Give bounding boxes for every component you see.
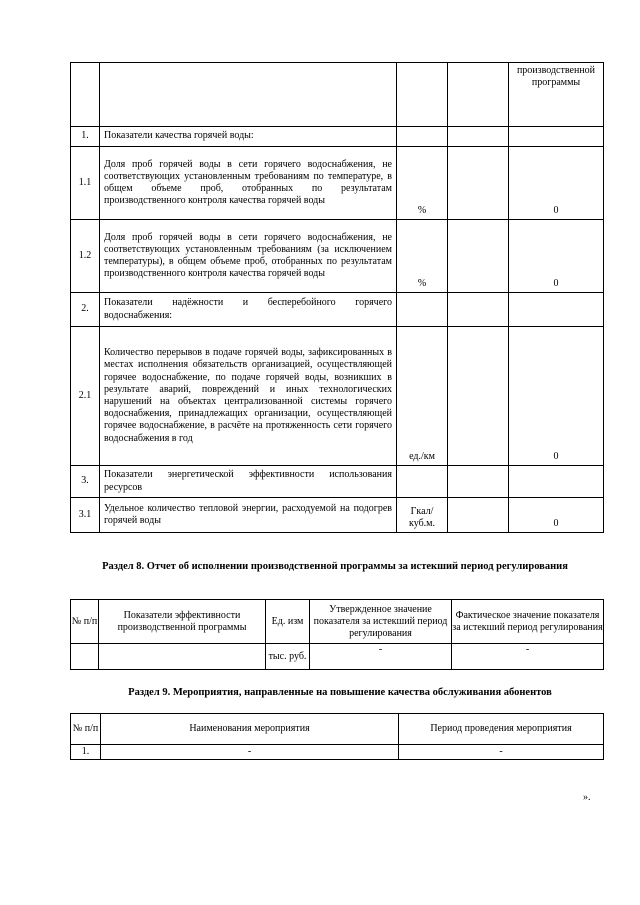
row-blank bbox=[448, 327, 509, 466]
row-num: 1. bbox=[71, 745, 101, 760]
header-cell-text bbox=[100, 63, 397, 127]
row-text: Удельное количество тепловой энергии, расходуемой на подогрев горячей воды bbox=[100, 498, 397, 533]
row-blank bbox=[448, 466, 509, 498]
table-row bbox=[71, 220, 604, 293]
col-header-unit: Ед. изм bbox=[266, 600, 310, 644]
table-row bbox=[71, 498, 604, 533]
col-header-approved: Утвержденное значение показателя за истекший период регулирования bbox=[310, 600, 452, 644]
col-header-num: № п/п bbox=[71, 714, 101, 745]
header-cell-blank bbox=[448, 63, 509, 127]
row-blank bbox=[448, 498, 509, 533]
col-header-period: Период проведения мероприятия bbox=[399, 714, 604, 745]
row-value bbox=[509, 127, 604, 147]
row-unit bbox=[397, 466, 448, 498]
row-value: 0 bbox=[509, 147, 604, 220]
row-unit: % bbox=[397, 220, 448, 293]
row-period: - bbox=[399, 745, 604, 760]
row-blank bbox=[448, 147, 509, 220]
row-value: 0 bbox=[509, 220, 604, 293]
row-actual: - bbox=[452, 644, 604, 670]
row-unit: % bbox=[397, 147, 448, 220]
table-row bbox=[71, 127, 604, 147]
row-indicator bbox=[99, 644, 266, 670]
header-cell-program: производственной программы bbox=[509, 63, 604, 127]
header-cell-num bbox=[71, 63, 100, 127]
row-value bbox=[509, 293, 604, 327]
row-approved: - bbox=[310, 644, 452, 670]
row-text: Показатели надёжности и бесперебойного горячего водоснабжения: bbox=[100, 293, 397, 327]
table-row bbox=[71, 147, 604, 220]
row-unit: ед./км bbox=[397, 327, 448, 466]
row-num: 1.2 bbox=[71, 220, 100, 293]
row-value: 0 bbox=[509, 327, 604, 466]
row-unit: тыс. руб. bbox=[266, 644, 310, 670]
row-text: Показатели энергетической эффективности использования ресурсов bbox=[100, 466, 397, 498]
closing-quote-mark: ». bbox=[583, 792, 591, 803]
row-unit bbox=[397, 293, 448, 327]
table-row bbox=[71, 466, 604, 498]
row-measure: - bbox=[101, 745, 399, 760]
col-header-actual: Фактическое значение показателя за истекший период регулирования bbox=[452, 600, 604, 644]
section8-table bbox=[70, 599, 604, 670]
row-blank bbox=[448, 127, 509, 147]
table-header-row bbox=[71, 63, 604, 127]
table-row bbox=[71, 745, 604, 760]
row-num: 3. bbox=[71, 466, 100, 498]
header-cell-unit bbox=[397, 63, 448, 127]
row-text: Доля проб горячей воды в сети горячего водоснабжения, не соответствующих установленным требованиям (за исключением температуры), в общем объеме проб, отобранных по результатам производственного контроля качества горячей воды bbox=[100, 220, 397, 293]
row-unit bbox=[397, 127, 448, 147]
row-num bbox=[71, 644, 99, 670]
row-value bbox=[509, 466, 604, 498]
row-blank bbox=[448, 293, 509, 327]
table-row bbox=[71, 293, 604, 327]
section8-title: Раздел 8. Отчет об исполнении производственной программы за истекший период регулирования bbox=[102, 561, 568, 572]
section8-header-row bbox=[71, 600, 604, 644]
table-row bbox=[71, 327, 604, 466]
col-header-num: № п/п bbox=[71, 600, 99, 644]
row-text: Доля проб горячей воды в сети горячего водоснабжения, не соответствующих установленным требованиям по температуре, в общем объеме проб, отобранных по результатам производственного контроля качества горячей воды bbox=[100, 147, 397, 220]
row-num: 2.1 bbox=[71, 327, 100, 466]
section9-title: Раздел 9. Мероприятия, направленные на повышение качества обслуживания абонентов bbox=[128, 687, 552, 698]
row-blank bbox=[448, 220, 509, 293]
row-text: Показатели качества горячей воды: bbox=[100, 127, 397, 147]
row-num: 1.1 bbox=[71, 147, 100, 220]
col-header-measure: Наименования мероприятия bbox=[101, 714, 399, 745]
table-row bbox=[71, 644, 604, 670]
row-text: Количество перерывов в подаче горячей воды, зафиксированных в местах исполнения обязательств организацией, осуществляющей горячее водоснабжение, по подаче горячей воды, возникших в результате аварий, повреждений и иных технологических нарушений на объектах централизованной системы горячего водоснабжения, принадлежащих организации, осуществляющей горячее водоснабжение, в расчёте на протяженность сети горячего водоснабжения в год bbox=[100, 327, 397, 466]
row-num: 2. bbox=[71, 293, 100, 327]
section9-table bbox=[70, 713, 604, 760]
indicators-table bbox=[70, 62, 604, 533]
row-num: 3.1 bbox=[71, 498, 100, 533]
row-num: 1. bbox=[71, 127, 100, 147]
row-unit: Гкал/ куб.м. bbox=[397, 498, 448, 533]
col-header-indicator: Показатели эффективности производственной программы bbox=[99, 600, 266, 644]
section9-header-row bbox=[71, 714, 604, 745]
row-value: 0 bbox=[509, 498, 604, 533]
